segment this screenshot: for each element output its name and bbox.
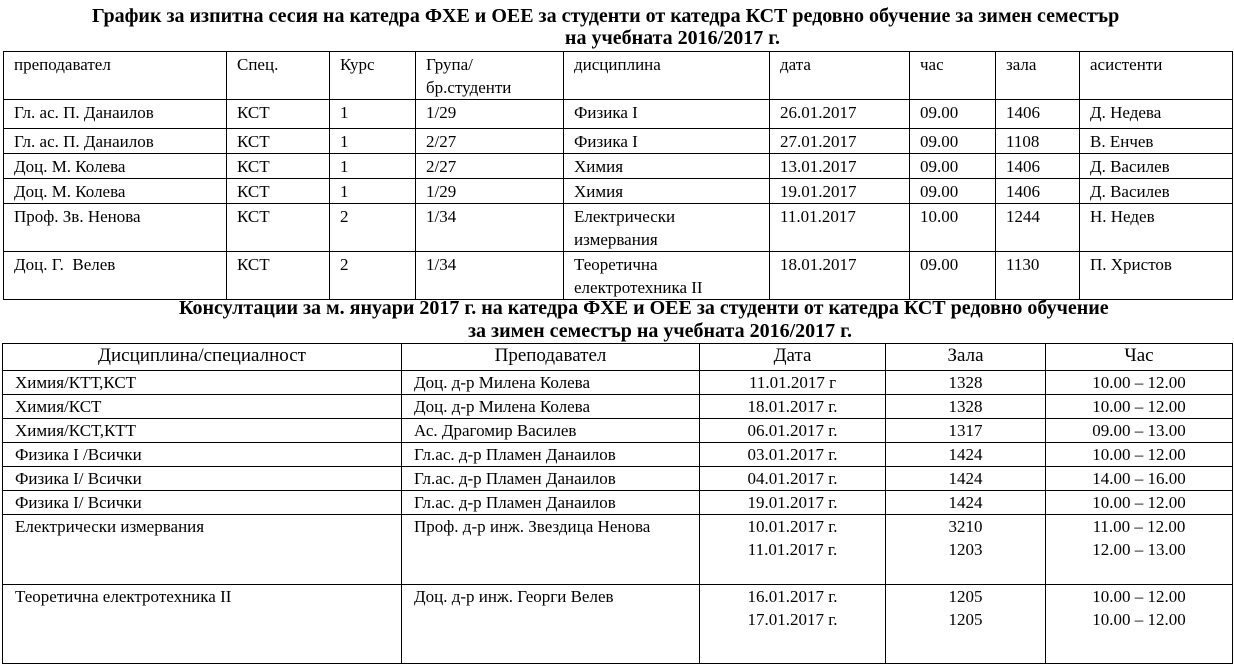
assistant-cell: Н. Недев (1080, 204, 1233, 252)
hour-cell: 09.00 (910, 179, 996, 204)
discipline-cell: Химия/КСТ,КТТ (3, 419, 402, 443)
date-cell: 11.01.2017 (770, 204, 910, 252)
exam-schedule-table (3, 51, 1233, 300)
discipline-line2: измервания (574, 230, 658, 249)
hour-cell: 10.00 – 12.00 (1046, 395, 1233, 419)
spec-cell: КСТ (227, 204, 330, 252)
course-cell: 1 (330, 179, 416, 204)
discipline-cell (564, 252, 770, 300)
date-cell (700, 585, 886, 664)
teacher-cell: Доц. д-р инж. Георги Велев (402, 585, 700, 664)
discipline-line1: Електрически (574, 207, 676, 226)
consultation-row (3, 371, 1233, 395)
header-group (416, 52, 564, 100)
exam-header-row (4, 52, 1233, 100)
discipline-cell: Химия (564, 154, 770, 179)
discipline-cell: Физика I (564, 100, 770, 129)
room-cell (886, 585, 1046, 664)
exam-row (4, 154, 1233, 179)
hour-cell (1046, 585, 1233, 664)
discipline-line2: електротехника II (574, 278, 703, 297)
teacher-cell: Ас. Драгомир Василев (402, 419, 700, 443)
assistant-cell: В. Енчев (1080, 129, 1233, 154)
course-cell: 1 (330, 100, 416, 129)
date-cell: 19.01.2017 г. (700, 491, 886, 515)
exam-schedule-title-line1: График за изпитна сесия на катедра ФХЕ и ОЕЕ за студенти от катедра КСТ редовно обучение за зимен семестър (92, 5, 1120, 27)
consultations-table (2, 343, 1233, 664)
room-cell: 1108 (996, 129, 1080, 154)
assistant-cell: Д. Василев (1080, 154, 1233, 179)
group-cell: 1/29 (416, 100, 564, 129)
discipline-cell: Физика I/ Всички (3, 491, 402, 515)
header-date: Дата (700, 344, 886, 371)
hour-line1: 11.00 – 12.00 (1092, 517, 1186, 536)
room-line1: 1205 (948, 587, 983, 606)
hour-cell: 10.00 – 12.00 (1046, 443, 1233, 467)
consultation-row (3, 515, 1233, 585)
consultation-row (3, 585, 1233, 664)
room-cell: 1406 (996, 100, 1080, 129)
group-cell: 1/34 (416, 204, 564, 252)
discipline-cell: Химия/КСТ (3, 395, 402, 419)
room-cell: 1424 (886, 467, 1046, 491)
group-cell: 1/34 (416, 252, 564, 300)
hour-cell: 09.00 (910, 154, 996, 179)
room-cell: 1424 (886, 491, 1046, 515)
consultations-title-line1: Консултации за м. януари 2017 г. на катедра ФХЕ и ОЕЕ за студенти от катедра КСТ редовно обучение (179, 297, 1109, 319)
spec-cell: КСТ (227, 179, 330, 204)
header-hour: Час (1046, 344, 1233, 371)
course-cell: 1 (330, 154, 416, 179)
header-discipline: дисциплина (564, 52, 770, 100)
exam-row (4, 179, 1233, 204)
hour-cell: 10.00 (910, 204, 996, 252)
header-group-line2: бр.студенти (426, 78, 512, 97)
exam-schedule-title-line2: на учебната 2016/2017 г. (564, 27, 781, 49)
hour-cell: 09.00 – 13.00 (1046, 419, 1233, 443)
hour-line2: 12.00 – 13.00 (1092, 540, 1186, 559)
header-room: Зала (886, 344, 1046, 371)
teacher-cell: Доц. д-р Милена Колева (402, 395, 700, 419)
hour-line2: 10.00 – 12.00 (1092, 610, 1186, 629)
date-cell: 18.01.2017 (770, 252, 910, 300)
room-cell: 1406 (996, 179, 1080, 204)
header-room: зала (996, 52, 1080, 100)
header-group-line1: Група/ (426, 55, 473, 74)
discipline-cell: Физика I/ Всички (3, 467, 402, 491)
teacher-cell: Гл.ас. д-р Пламен Данаилов (402, 467, 700, 491)
teacher-cell: Доц. Г. Велев (4, 252, 227, 300)
consultation-row (3, 395, 1233, 419)
spec-cell: КСТ (227, 252, 330, 300)
exam-row (4, 204, 1233, 252)
spec-cell: КСТ (227, 154, 330, 179)
group-cell: 2/27 (416, 154, 564, 179)
teacher-cell: Гл. ас. П. Данаилов (4, 129, 227, 154)
hour-cell (1046, 515, 1233, 585)
teacher-cell: Гл.ас. д-р Пламен Данаилов (402, 491, 700, 515)
hour-cell: 14.00 – 16.00 (1046, 467, 1233, 491)
header-teacher: преподавател (4, 52, 227, 100)
spec-cell: КСТ (227, 100, 330, 129)
teacher-cell: Доц. М. Колева (4, 154, 227, 179)
teacher-cell: Проф. Зв. Ненова (4, 204, 227, 252)
teacher-cell: Доц. д-р Милена Колева (402, 371, 700, 395)
room-line2: 1203 (948, 540, 983, 559)
room-cell: 1424 (886, 443, 1046, 467)
exam-row (4, 100, 1233, 129)
consultations-header-row (3, 344, 1233, 371)
exam-row (4, 252, 1233, 300)
assistant-cell: Д. Василев (1080, 179, 1233, 204)
room-cell: 1317 (886, 419, 1046, 443)
course-cell: 2 (330, 204, 416, 252)
room-cell: 1406 (996, 154, 1080, 179)
hour-cell: 09.00 (910, 100, 996, 129)
hour-cell: 09.00 (910, 252, 996, 300)
group-cell: 2/27 (416, 129, 564, 154)
hour-line1: 10.00 – 12.00 (1092, 587, 1186, 606)
header-hour: час (910, 52, 996, 100)
header-assistants: асистенти (1080, 52, 1233, 100)
room-cell: 1328 (886, 395, 1046, 419)
discipline-cell: Физика I (564, 129, 770, 154)
assistant-cell: П. Христов (1080, 252, 1233, 300)
hour-cell: 10.00 – 12.00 (1046, 491, 1233, 515)
discipline-line1: Теоретична (574, 255, 658, 274)
hour-cell: 10.00 – 12.00 (1046, 371, 1233, 395)
date-cell: 18.01.2017 г. (700, 395, 886, 419)
date-cell: 26.01.2017 (770, 100, 910, 129)
header-date: дата (770, 52, 910, 100)
teacher-cell: Доц. М. Колева (4, 179, 227, 204)
spec-cell: КСТ (227, 129, 330, 154)
header-teacher: Преподавател (402, 344, 700, 371)
consultation-row (3, 467, 1233, 491)
discipline-cell (564, 204, 770, 252)
hour-cell: 09.00 (910, 129, 996, 154)
header-course: Курс (330, 52, 416, 100)
teacher-cell: Гл. ас. П. Данаилов (4, 100, 227, 129)
consultation-row (3, 443, 1233, 467)
course-cell: 2 (330, 252, 416, 300)
discipline-cell: Химия/КТТ,КСТ (3, 371, 402, 395)
consultations-title-line2: за зимен семестър на учебната 2016/2017 г. (468, 320, 852, 342)
date-cell: 03.01.2017 г. (700, 443, 886, 467)
date-cell: 06.01.2017 г. (700, 419, 886, 443)
date-line2: 17.01.2017 г. (747, 610, 838, 629)
course-cell: 1 (330, 129, 416, 154)
assistant-cell: Д. Недева (1080, 100, 1233, 129)
discipline-cell: Химия (564, 179, 770, 204)
discipline-cell: Електрически измервания (3, 515, 402, 585)
header-spec: Спец. (227, 52, 330, 100)
teacher-cell: Гл.ас. д-р Пламен Данаилов (402, 443, 700, 467)
date-cell: 27.01.2017 (770, 129, 910, 154)
date-cell: 11.01.2017 г (700, 371, 886, 395)
date-cell: 04.01.2017 г. (700, 467, 886, 491)
room-cell: 1130 (996, 252, 1080, 300)
consultation-row (3, 419, 1233, 443)
date-line1: 16.01.2017 г. (747, 587, 838, 606)
discipline-cell: Физика I /Всички (3, 443, 402, 467)
room-line1: 3210 (948, 517, 983, 536)
room-cell: 1328 (886, 371, 1046, 395)
consultation-row (3, 491, 1233, 515)
header-discipline-specialty: Дисциплина/специалност (3, 344, 402, 371)
group-cell: 1/29 (416, 179, 564, 204)
date-line1: 10.01.2017 г. (747, 517, 838, 536)
room-cell (886, 515, 1046, 585)
room-line2: 1205 (948, 610, 983, 629)
date-cell: 13.01.2017 (770, 154, 910, 179)
date-line2: 11.01.2017 г. (747, 540, 838, 559)
discipline-cell: Теоретична електротехника II (3, 585, 402, 664)
date-cell (700, 515, 886, 585)
date-cell: 19.01.2017 (770, 179, 910, 204)
exam-row (4, 129, 1233, 154)
room-cell: 1244 (996, 204, 1080, 252)
teacher-cell: Проф. д-р инж. Звездица Ненова (402, 515, 700, 585)
